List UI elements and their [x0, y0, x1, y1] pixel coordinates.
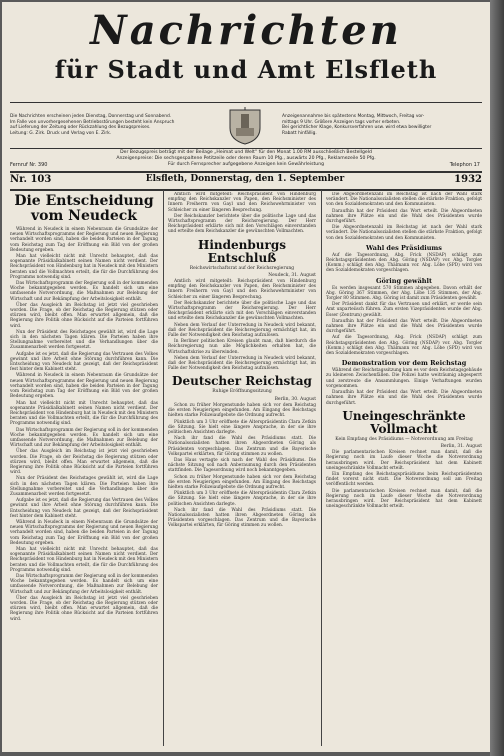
- divider: [10, 189, 482, 191]
- headline: Deutscher Reichstag: [172, 374, 312, 389]
- paragraph: Nach ihr fand die Wahl des Präsidiums statt. Die Nationalsozialisten hatten ihren Abgeordneten Göring als Präsidenten vorgeschlagen. Das Zentrum und die Bayerische Volkspartei erklärten, für Göring stimmen zu wollen.: [168, 507, 316, 529]
- divider: [10, 171, 482, 173]
- paragraph: Während der Reichstagssitzung kam es vor dem Reichstagsgebäude zu kleineren Zwischenfällen. Die Polizei hatte weiträumig abgesperrt und zerstreute die Ansammlungen. Einige Verhaftungen wurden vorgenommen.: [326, 368, 482, 389]
- paragraph: Auf die Tagesordnung, Abg. Frick (NSDAP) schlägt zum Reichstagspräsidenten den Abg. Göring (NSDAP) vor. Abg. Torgler (Komm.) schlägt den Abg. Thälmann vor. Abg. Löbe (SPD) wird von den Sozialdemokraten vorgeschlagen.: [326, 335, 482, 357]
- dateline-small: Neudeck, 31. August: [268, 272, 316, 278]
- section-heading: Demonstration vor dem Reichstag: [341, 359, 467, 368]
- divider: [10, 102, 482, 103]
- paragraph: Über das Ausgleich im Reichstag ist jetzt viel geschrieben worden. Die Frage, ob der Reichstag die Regierung stützen oder stürzen wird, bleibt offen. Man erwartet allgemein, daß die Regierung ihre Politik ohne Rücksicht auf die Parteien fortführen wird.: [10, 595, 158, 622]
- paragraph: Pünktlich um 3 Uhr eröffnete die Alterspräsidentin Clara Zetkin die Sitzung. Sie hielt eine längere Ansprache, in der sie ihre politischen Ansichten darlegte.: [168, 491, 316, 507]
- paragraph: Aufgabe ist es jetzt, daß die Regierung das Vertrauen des Volkes gewinnt und ihre Arbeit ohne Störung durchführen kann. Die Entscheidung von Neudeck hat gezeigt, daß der Reichspräsident fest hinter dem Kabinett steht.: [10, 498, 158, 519]
- issue-number: Nr. 103: [10, 174, 52, 185]
- paragraph: Man hat vielleicht nicht mit Unrecht behauptet, daß das sogenannte Präsidialkabinett seinen Namen nicht verdient. Der Reichspräsident von Hindenburg hat in Neudeck mit den Ministern beraten und die Vollmachten erteilt, die für die Durchführung des Programms notwendig sind.: [10, 254, 158, 280]
- year: 1932: [454, 174, 482, 185]
- paragraph: Der Reichskanzler berichtete über die politische Lage und das Wirtschaftsprogramm der Reichsregierung. Der Herr Reichspräsident erklärte sich mit den Vorschlägen einverstanden und erteilte dem Reichskanzler die gewünschten Vollmachten.: [168, 213, 316, 235]
- paragraph: Amtlich wird mitgeteilt: Reichspräsident von Hindenburg empfing den Reichskanzler von Papen, den Reichsminister des Innern Freiherrn von Gayl und den Reichswehrminister von Schleicher zu einer längeren Besprechung.: [168, 279, 316, 300]
- headline: Die Entscheidung vom Neudeck: [14, 193, 154, 224]
- paragraph: Das Wirtschaftsprogramm der Regierung soll in der kommenden Woche bekanntgegeben werden. Es handelt sich um eine umfassende Notverordnung, die Maßnahmen zur Belebung der Wirtschaft und zur Bekämpfung der Arbeitslosigkeit enthält.: [10, 427, 158, 449]
- paragraph: Man hat vielleicht nicht mit Unrecht behauptet, daß das sogenannte Präsidialkabinett seinen Namen nicht verdient. Der Reichspräsident von Hindenburg hat in Neudeck mit den Ministern beraten und die Vollmachten erteilt, die für die Durchführung des Programms notwendig sind.: [10, 546, 158, 573]
- paragraph: In Berliner politischen Kreisen glaubt man, daß hierdurch die Reichsregierung nun alle Möglichkeiten erhalten hat, die Wirtschaftskrise zu überwinden.: [168, 339, 316, 355]
- column-rule: [163, 190, 164, 746]
- column-rule: [321, 190, 322, 746]
- newspaper-page: [2, 2, 490, 752]
- paragraph: Während in Neudeck in einem Nebenraum die Grundsätze der neuen Wirtschaftsprogramms der Regierung und neuen Regierung verhandelt worden sind, haben die beiden Parteien in der Tagung vom Reichstag zum Tag der Eröffnung ein Bild von der großen Bedeutung ergeben.: [10, 373, 158, 400]
- paragraph: Amtlich wird mitgeteilt: Reichspräsident von Hindenburg empfing den Reichskanzler von Papen, den Reichsminister des Innern Freiherrn von Gayl und den Reichswehrminister von Schleicher zu einer längeren Besprechung.: [168, 192, 316, 213]
- headline: Uneingeschränkte Vollmacht: [342, 408, 466, 436]
- subheadline: Kein Empfang des Präsidiums — Notverordnung am Freitag: [335, 436, 473, 442]
- column-2: [168, 192, 316, 746]
- paragraph: Über das Ausgleich im Reichstag ist jetzt viel geschrieben worden. Die Frage, ob der Reichstag die Regierung stützen oder stürzen wird, bleibt offen. Man erwartet allgemein, daß die Regierung ihre Politik ohne Rücksicht auf die Parteien fortführen wird.: [10, 449, 158, 476]
- paragraph: Daraufhin hat der Präsident das Wort erteilt. Die Abgeordneten nahmen ihre Plätze ein und die Wahl des Präsidenten wurde durchgeführt.: [326, 390, 482, 406]
- column-1: [10, 192, 158, 746]
- paragraph: Die parlamentarischen Kreisen rechnet man damit, daß die Regierung noch im Laufe dieser Woche die Notverordnung herausbringen wird. Der Reichspräsident hat dem Kabinett uneingeschränkte Vollmacht erteilt.: [326, 450, 482, 471]
- dateline-small: Berlin, 31. August: [440, 443, 482, 449]
- dateline: [10, 174, 482, 188]
- binding-edge: [490, 0, 504, 756]
- column-3: [326, 192, 482, 746]
- paragraph: Die parlamentarischen Kreisen rechnet man damit, daß die Regierung noch im Laufe dieser Woche die Notverordnung herausbringen wird. Der Reichspräsident hat dem Kabinett uneingeschränkte Vollmacht erteilt.: [326, 488, 482, 510]
- phone-number: Telephon 17: [449, 162, 480, 168]
- section-heading: Wahl des Präsidiums: [366, 243, 442, 252]
- paragraph: Das Wirtschaftsprogramm der Regierung soll in der kommenden Woche bekanntgegeben werden. Es handelt sich um eine umfassende Notverordnung, die Maßnahmen zur Belebung der Wirtschaft und zur Bekämpfung der Arbeitslosigkeit enthält.: [10, 574, 158, 595]
- paragraph: Nun der Präsident des Reichstages gewählt ist, wird die Lage sich in den nächsten Tagen klären. Die Parteien haben ihre Stellungnahme vorbereitet und die Verhandlungen über die Zusammenarbeit werden fortgesetzt.: [10, 476, 158, 497]
- paragraph: Es werden insgesamt 570 Stimmen abgegeben. Davon erhält der Abg. Göring 367 Stimmen, der Abg. Löbe 135 Stimmen, der Abg. Torgler 80 Stimmen. Abg. Göring ist damit zum Präsidenten gewählt.: [326, 285, 482, 302]
- place-date: Elsfleth, Donnerstag, den 1. September: [145, 174, 345, 184]
- price-notice: Der Bezugspreis beträgt mit der Beilage „Heimat und Welt“ für den Monat 1.00 RM ausschließlich Bestellgeld Anzeigenpreise: Die sechsgespaltene Petitzeile oder deren Raum 10 Pfg., auswärts 20 Pfg., Reklamezeile 50 Pfg. Für durch Fernsprecher aufgegebene Anzeigen kein Gewährleistung: [116, 150, 376, 167]
- dateline-small: Berlin, 30. August: [274, 396, 316, 402]
- paragraph: Während in Neudeck in einem Nebenraum die Grundsätze der neuen Wirtschaftsprogramms der Regierung und neuen Regierung verhandelt worden sind, haben die beiden Parteien in der Tagung vom Reichstag zum Tag der Eröffnung ein Bild von der großen Bedeutung ergeben.: [10, 519, 158, 546]
- paragraph: Daraufhin hat der Präsident das Wort erteilt. Die Abgeordneten nahmen ihre Plätze ein und die Wahl des Präsidenten wurde durchgeführt.: [326, 208, 482, 225]
- masthead-title: Nachrichten: [90, 7, 402, 54]
- paragraph: Über das Ausgleich im Reichstag ist jetzt viel geschrieben worden. Die Frage, ob der Reichstag die Regierung stützen oder stürzen wird, bleibt offen. Man erwartet allgemein, daß die Regierung ihre Politik ohne Rücksicht auf die Parteien fortführen wird.: [10, 302, 158, 329]
- paragraph: Schon zu früher Morgenstunde haben sich vor dem Reichstag die ersten Neugierigen eingefunden. Am Eingang des Reichstags hielten starke Polizeiaufgebote die Ordnung aufrecht.: [168, 402, 316, 419]
- headline: Hindenburgs Entschluß: [198, 237, 286, 265]
- issue-label: Fernruf Nr. 390: [10, 162, 48, 168]
- paragraph: Während in Neudeck in einem Nebenraum die Grundsätze der neuen Wirtschaftsprogramms der Regierung und neuen Regierung verhandelt worden sind, haben die beiden Parteien in der Tagung vom Reichstag zum Tag der Eröffnung ein Bild von der großen Bedeutung ergeben.: [10, 227, 158, 253]
- paragraph: Die Abgeordnetenzahl im Reichstag ist nach der Wahl stark verändert. Die Nationalsozialisten stellen die stärkste Fraktion, gefolgt von den Sozialdemokraten und den Kommunisten.: [326, 225, 482, 241]
- masthead-subtitle: für Stadt und Amt Elsfleth: [54, 55, 438, 84]
- divider: [10, 148, 482, 149]
- paragraph: Der Präsident dankt für das Vertrauen und erklärt, er werde sein Amt unparteiisch führen. Zum ersten Vizepräsidenten wurde der Abg. Esser (Zentrum) gewählt.: [326, 302, 482, 318]
- paragraph: Aufgabe ist es jetzt, daß die Regierung das Vertrauen des Volkes gewinnt und ihre Arbeit ohne Störung durchführen kann. Die Entscheidung von Neudeck hat gezeigt, daß der Reichspräsident fest hinter dem Kabinett steht.: [10, 351, 158, 373]
- paragraph: Pünktlich um 3 Uhr eröffnete die Alterspräsidentin Clara Zetkin die Sitzung. Sie hielt eine längere Ansprache, in der sie ihre politischen Ansichten darlegte.: [168, 419, 316, 435]
- paragraph: Daraufhin hat der Präsident das Wort erteilt. Die Abgeordneten nahmen ihre Plätze ein und die Wahl des Präsidenten wurde durchgeführt.: [326, 318, 482, 335]
- paragraph: Das Haus vertagte sich nach der Wahl des Präsidiums. Die nächste Sitzung soll nach Anberaumung durch den Präsidenten stattfinden. Die Tagesordnung wird noch bekanntgegeben.: [168, 457, 316, 474]
- paragraph: Nun der Präsident des Reichstages gewählt ist, wird die Lage sich in den nächsten Tagen klären. Die Parteien haben ihre Stellungnahme vorbereitet und die Verhandlungen über die Zusammenarbeit werden fortgesetzt.: [10, 329, 158, 351]
- paragraph: Auf die Tagesordnung, Abg. Frick (NSDAP) schlägt zum Reichstagspräsidenten den Abg. Göring (NSDAP) vor. Abg. Torgler (Komm.) schlägt den Abg. Thälmann vor. Abg. Löbe (SPD) wird von den Sozialdemokraten vorgeschlagen.: [326, 252, 482, 274]
- paragraph: Schon zu früher Morgenstunde haben sich vor dem Reichstag die ersten Neugierigen eingefunden. Am Eingang des Reichstags hielten starke Polizeiaufgebote die Ordnung aufrecht.: [168, 474, 316, 490]
- paragraph: Ein Empfang des Reichstagspräsidiums beim Reichspräsidenten findet vorerst nicht statt. Die Notverordnung soll am Freitag veröffentlicht werden.: [326, 471, 482, 488]
- paragraph: Nach ihr fand die Wahl des Präsidiums statt. Die Nationalsozialisten hatten ihren Abgeordneten Göring als Präsidenten vorgeschlagen. Das Zentrum und die Bayerische Volkspartei erklärten, für Göring stimmen zu wollen.: [168, 436, 316, 457]
- subheadline: Ruhige Eröffnungssitzung: [212, 389, 272, 395]
- section-heading: Göring gewählt: [376, 276, 432, 285]
- subheadline: Reichswirtschaftsrat auf der Reichsregierung: [189, 265, 295, 271]
- paragraph: Das Wirtschaftsprogramm der Regierung soll in der kommenden Woche bekanntgegeben werden. Es handelt sich um eine umfassende Notverordnung, die Maßnahmen zur Belebung der Wirtschaft und zur Bekämpfung der Arbeitslosigkeit enthält.: [10, 281, 158, 302]
- info-box-left: Die Nachrichten erscheinen jeden Dienstag, Donnerstag und Sonnabend. Im Falle von unvorhergesehenen Betriebsstörungen besteht kein Anspruch auf Lieferung der Zeitung oder Rückzahlung des Bezugspreises. Leitung: G. Zirk. Druck und Verlag von E. Zirk.: [10, 114, 175, 136]
- info-box-right: Anzeigenannahme bis spätestens Montag, Mittwoch, Freitag vor- mittags 9 Uhr. Größere Anzeigen tags vorher erbeten. Bei gerichtlicher Klage, Konkursverfahren usw. wird etwa bewilligter Rabatt hinfällig.: [282, 114, 432, 136]
- paragraph: Der Reichskanzler berichtete über die politische Lage und das Wirtschaftsprogramm der Reichsregierung. Der Herr Reichspräsident erklärte sich mit den Vorschlägen einverstanden und erteilte dem Reichskanzler die gewünschten Vollmachten.: [168, 300, 316, 322]
- paragraph: Neben dem Verlauf der Unterredung in Neudeck wird bekannt, daß der Reichspräsident die Reichsregierung ermächtigt hat, im Falle der Notwendigkeit den Reichstag aufzulösen.: [168, 355, 316, 372]
- town-crest-icon: [222, 106, 268, 146]
- paragraph: Die Abgeordnetenzahl im Reichstag ist nach der Wahl stark verändert. Die Nationalsozialisten stellen die stärkste Fraktion, gefolgt von den Sozialdemokraten und den Kommunisten.: [326, 192, 482, 208]
- paragraph: Neben dem Verlauf der Unterredung in Neudeck wird bekannt, daß der Reichspräsident die Reichsregierung ermächtigt hat, im Falle der Notwendigkeit den Reichstag aufzulösen.: [168, 322, 316, 339]
- paragraph: Man hat vielleicht nicht mit Unrecht behauptet, daß das sogenannte Präsidialkabinett seinen Namen nicht verdient. Der Reichspräsident von Hindenburg hat in Neudeck mit den Ministern beraten und die Vollmachten erteilt, die für die Durchführung des Programms notwendig sind.: [10, 400, 158, 427]
